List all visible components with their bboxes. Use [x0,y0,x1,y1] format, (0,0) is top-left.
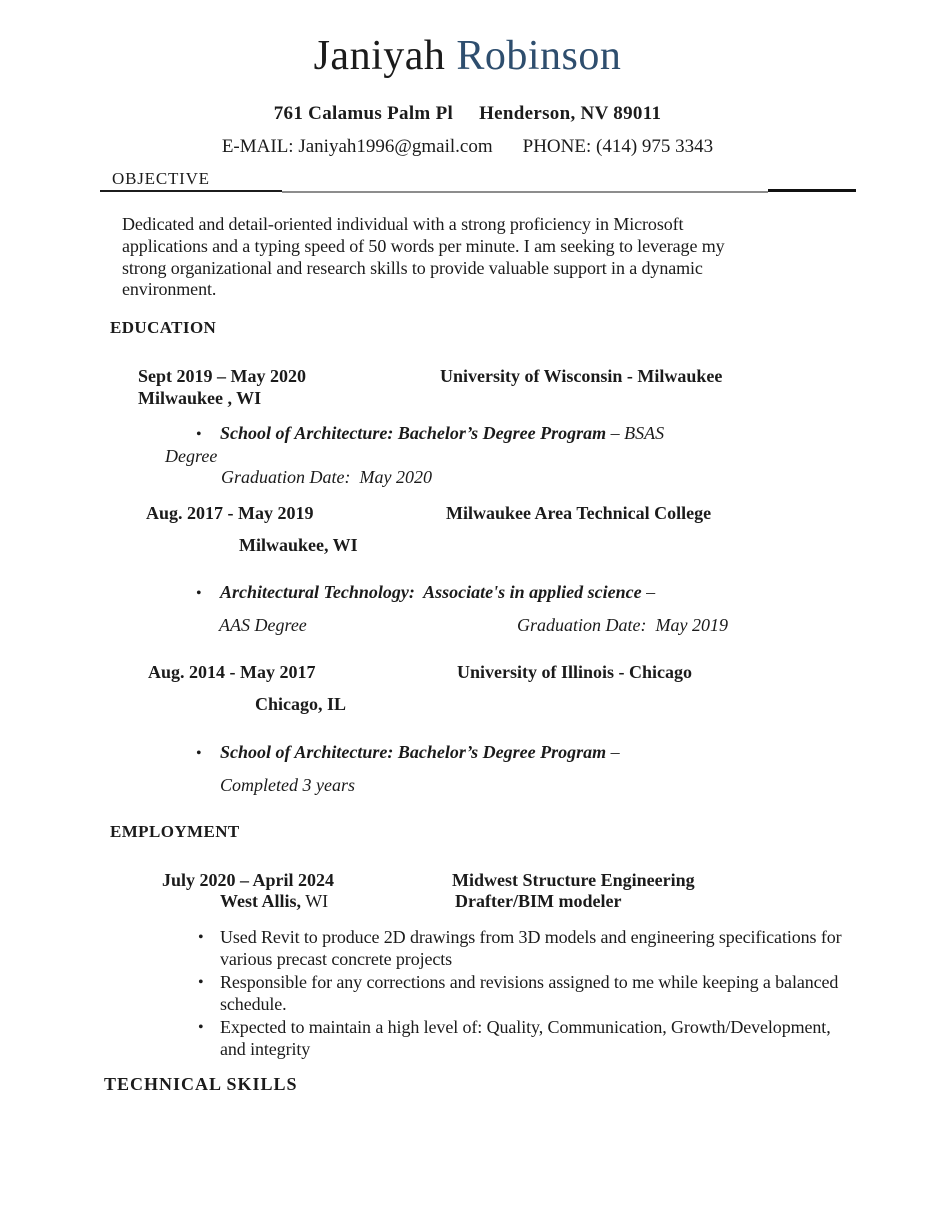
name-first: Janiyah [313,33,446,79]
objective-underline-dark-left [100,190,282,192]
section-heading-education: EDUCATION [110,318,217,337]
name-space [445,33,456,79]
education-entry-1-location: Milwaukee , WI [138,388,262,408]
employment-entry-location [220,891,455,912]
phone-label: PHONE: [522,136,592,157]
page-title [0,30,935,82]
employment-entry-location-title [220,891,621,912]
objective-paragraph: Dedicated and detail-oriented individual with a strong proficiency in Microsoft applications and a typing speed of 50 words per minute. I am seeking to leverage my strong organizational and research skills to provide valuable support in a dynamic environment. [122,214,725,300]
education-entry-2-location: Milwaukee, WI [239,535,358,555]
employment-entry-job-title: Drafter/BIM modeler [455,891,622,911]
employment-entry-state: WI [301,891,329,911]
objective-underline-gray [282,191,768,193]
education-entry-3-completed: Completed 3 years [220,775,355,795]
employment-entry-dates-company [162,870,695,891]
section-heading-objective: OBJECTIVE [112,169,210,188]
contact-line [0,136,935,158]
education-entry-2-program-bullet [196,582,655,603]
employment-bullet-2: • Responsible for any corrections and revisions assigned to me while keeping a balanced schedule. [196,972,844,1015]
education-entry-2-school: Milwaukee Area Technical College [446,503,712,523]
education-entry-3-program: School of Architecture: Bachelor’s Degree Program [220,742,607,762]
employment-entry-dates: July 2020 – April 2024 [162,870,335,890]
education-entry-2-program-tail: – [641,582,656,602]
phone-value: (414) 975 3343 [596,136,714,157]
education-entry-3-dates-school [148,662,692,683]
education-entry-1-program: School of Architecture: Bachelor’s Degree Program [220,423,607,443]
education-entry-3-location: Chicago, IL [255,694,347,714]
education-entry-3-school: University of Illinois - Chicago [457,662,693,682]
education-entry-3-program-bullet [196,742,620,763]
objective-underline-dark-right [768,189,856,192]
education-entry-2-graduation-date: Graduation Date: May 2019 [517,615,728,635]
education-entry-2-degree: AAS Degree [219,615,307,635]
education-entry-1-program-tail: – BSAS [606,423,665,443]
education-entry-1-dates: Sept 2019 – May 2020 [138,366,306,386]
email-label: E-MAIL: [221,136,294,157]
section-heading-technical-skills: TECHNICAL SKILLS [104,1074,298,1094]
employment-entry-city: West Allis, [220,891,302,911]
education-entry-3-program-tail: – [606,742,620,762]
address-street: 761 Calamus Palm Pl [273,103,454,124]
section-heading-employment: EMPLOYMENT [110,822,240,841]
education-entry-2-detail-line [219,615,728,636]
education-entry-1-graduation-date: Graduation Date: May 2020 [221,467,432,487]
name-last: Robinson [456,33,622,79]
education-entry-2-program: Architectural Technology: Associate's in applied science [220,582,642,602]
education-entry-2-dates: Aug. 2017 - May 2019 [146,503,314,523]
education-entry-1-program-bullet [196,423,664,444]
employment-bullet-list [196,927,844,1063]
address-city-state-zip: Henderson, NV 89011 [479,103,662,124]
education-entry-2-dates-school [146,503,711,524]
education-entry-1-school: University of Wisconsin - Milwaukee [440,366,723,386]
employment-bullet-3: • Expected to maintain a high level of: Quality, Communication, Growth/Development, and integrity [196,1017,844,1060]
address-line [0,103,935,125]
education-entry-1-degree-wrap: Degree [165,446,218,466]
education-entry-3-dates: Aug. 2014 - May 2017 [148,662,316,682]
employment-entry-company: Midwest Structure Engineering [452,870,695,890]
email-value: Janiyah1996@gmail.com [298,136,493,157]
employment-bullet-1: • Used Revit to produce 2D drawings from 3D models and engineering specifications for various precast concrete projects [196,927,844,970]
education-entry-1-dates-school [138,366,722,387]
